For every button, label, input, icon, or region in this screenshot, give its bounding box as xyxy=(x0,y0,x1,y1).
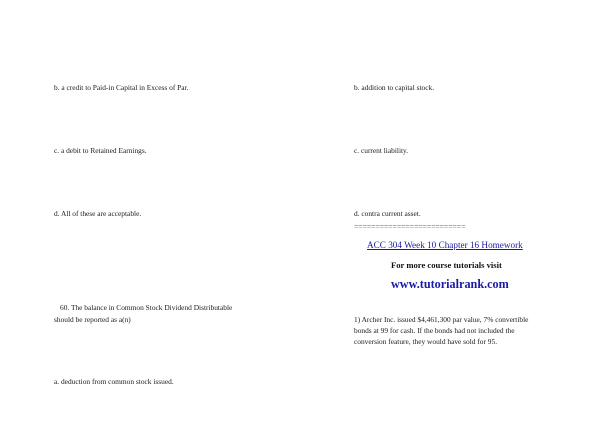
question-1-line1: 1) Archer Inc. issued $4,461,300 par value, 7% convertible xyxy=(354,315,529,324)
separator-line: ========================== xyxy=(354,222,466,231)
left-option-c: c. a debit to Retained Earnings. xyxy=(54,146,147,155)
question-1-line2: bonds at 99 for cash. If the bonds had not included the xyxy=(354,326,515,335)
question-1-line3: conversion feature, they would have sold for 95. xyxy=(354,337,498,346)
promo-text: For more course tutorials visit xyxy=(391,260,502,270)
right-option-d: d. contra current asset. xyxy=(354,209,421,218)
website-link[interactable]: www.tutorialrank.com xyxy=(391,277,509,291)
homework-link[interactable]: ACC 304 Week 10 Chapter 16 Homework xyxy=(367,240,523,250)
left-option-d: d. All of these are acceptable. xyxy=(54,209,142,218)
right-option-b: b. addition to capital stock. xyxy=(354,83,435,92)
right-option-c: c. current liability. xyxy=(354,146,409,155)
left-option-b: b. a credit to Paid-in Capital in Excess of Par. xyxy=(54,83,189,92)
left-option-a: a. deduction from common stock issued. xyxy=(54,377,174,386)
question-60-line1: 60. The balance in Common Stock Dividend Distributable xyxy=(60,303,233,312)
question-60-line2: should be reported as a(n) xyxy=(54,315,131,324)
